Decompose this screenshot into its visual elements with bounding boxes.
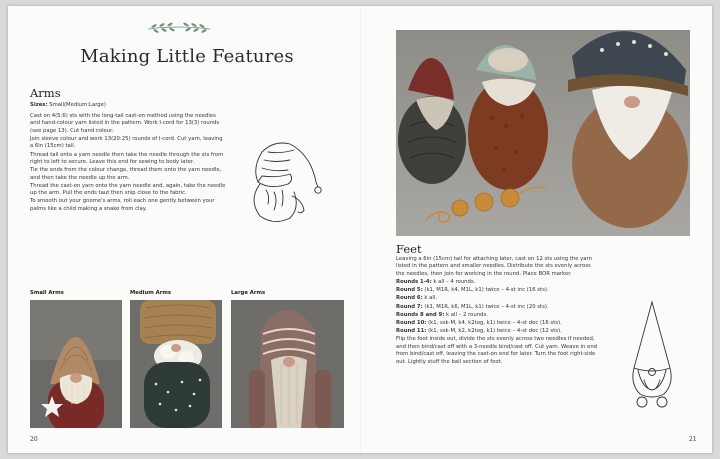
arms-paragraph: Join sleeve colour and work 13(20:25) rounds of I-cord. Cut yarn, leaving a 6in (15cm) tail. <box>30 136 223 150</box>
arms-paragraph: Thread tail onto a yarn needle then take the needle through the sts from right to left to secure. Leave this end for sewing to body later. <box>30 151 224 166</box>
round-label: Rounds 1-4: <box>396 279 432 286</box>
gnome-arm-sketch-illustration <box>244 138 324 226</box>
feet-heading: Feet <box>396 242 422 256</box>
medium-arms-caption: Medium Arms <box>130 290 171 296</box>
leaf-sprig-icon <box>146 20 212 36</box>
arms-paragraph: To smooth out your gnome's arms, roll each one gently between your palms like a child making a snake from clay. <box>30 198 215 212</box>
book-spread <box>8 6 712 453</box>
round-text: k all – 2 rounds. <box>444 311 488 318</box>
small-arms-caption: Small Arms <box>30 290 64 296</box>
round-line <box>396 295 600 302</box>
round-text: k all – 4 rounds. <box>431 279 476 286</box>
feet-intro: Leaving a 6in (15cm) tail for attaching later, cast on 12 sts using the yarn listed in the pattern and smaller needles. Distribute the sts evenly across the needles, then join for working in the round. Place BOR marker. <box>396 256 592 277</box>
round-label: Rounds 8 and 9: <box>396 311 445 318</box>
round-text: k all. <box>422 295 438 302</box>
arms-paragraph: Tie the ends from the colour change, thread them onto the yarn needle, and then take the needle up the arm. <box>30 167 222 181</box>
round-label: Round 10: <box>396 320 427 327</box>
arms-heading: Arms <box>30 86 61 100</box>
round-line <box>396 328 600 335</box>
large-arms-photo <box>231 300 344 428</box>
round-line <box>396 312 600 319</box>
round-line <box>396 279 600 286</box>
feet-outro: Flip the foot inside out, divide the sts evenly across two needles if needed, and then bind/cast off with a 3-needle bind/cast off. Cut yarn. Weave in end from bind/cast off, leaving the cast-on end for later. Turn the foot right-side out. Lightly stuff the ball section of foot. <box>396 336 598 365</box>
page-title: Making Little Features <box>80 46 294 67</box>
gnome-feet-photo <box>396 30 690 236</box>
feet-instructions <box>396 256 600 367</box>
round-line <box>396 320 600 327</box>
small-arms-photo <box>30 300 122 428</box>
round-label: Round 6: <box>396 295 423 302</box>
medium-arms-photo <box>130 300 222 428</box>
gnome-feet-sketch-illustration <box>622 298 682 410</box>
round-text: (k1, ssk-M, k4, k2tog, k1) twice – 4-st dec (16 sts). <box>426 320 562 327</box>
sizes-value: Small(Medium:Large) <box>49 102 106 108</box>
large-arms-caption: Large Arms <box>231 290 266 296</box>
round-line <box>396 304 600 311</box>
arms-paragraph: Thread the cast-on yarn onto the yarn needle and, again, take the needle up the arm. Pull the ends taut then snip close to the fabric. <box>30 182 226 197</box>
sizes-line <box>30 102 106 108</box>
round-label: Round 5: <box>396 287 423 294</box>
page-gutter <box>360 6 361 453</box>
arms-paragraph: Cast on 4(5:6) sts with the long-tail cast-on method using the needles and hand-colour yarn listed in the pattern. Work I-cord for 13(3) rounds (see page 13). Cut hand colour. <box>30 113 220 134</box>
page-number-right: 21 <box>689 436 697 443</box>
round-label: Round 7: <box>396 303 423 310</box>
arms-instructions <box>30 113 226 214</box>
sizes-label: Sizes: <box>30 102 48 108</box>
round-line <box>396 287 600 294</box>
round-text: (k1, ssk-M, k2, k2tog, k1) twice – 4-st dec (12 sts). <box>426 328 562 335</box>
page-number-left: 20 <box>30 436 38 443</box>
round-text: (k1, M1R, k4, M1L, k1) twice – 4-st inc (16 sts). <box>422 287 549 294</box>
round-label: Round 11: <box>396 328 427 335</box>
round-text: (k1, M1R, k6, M1L, k1) twice – 4-st inc (20 sts). <box>422 303 549 310</box>
